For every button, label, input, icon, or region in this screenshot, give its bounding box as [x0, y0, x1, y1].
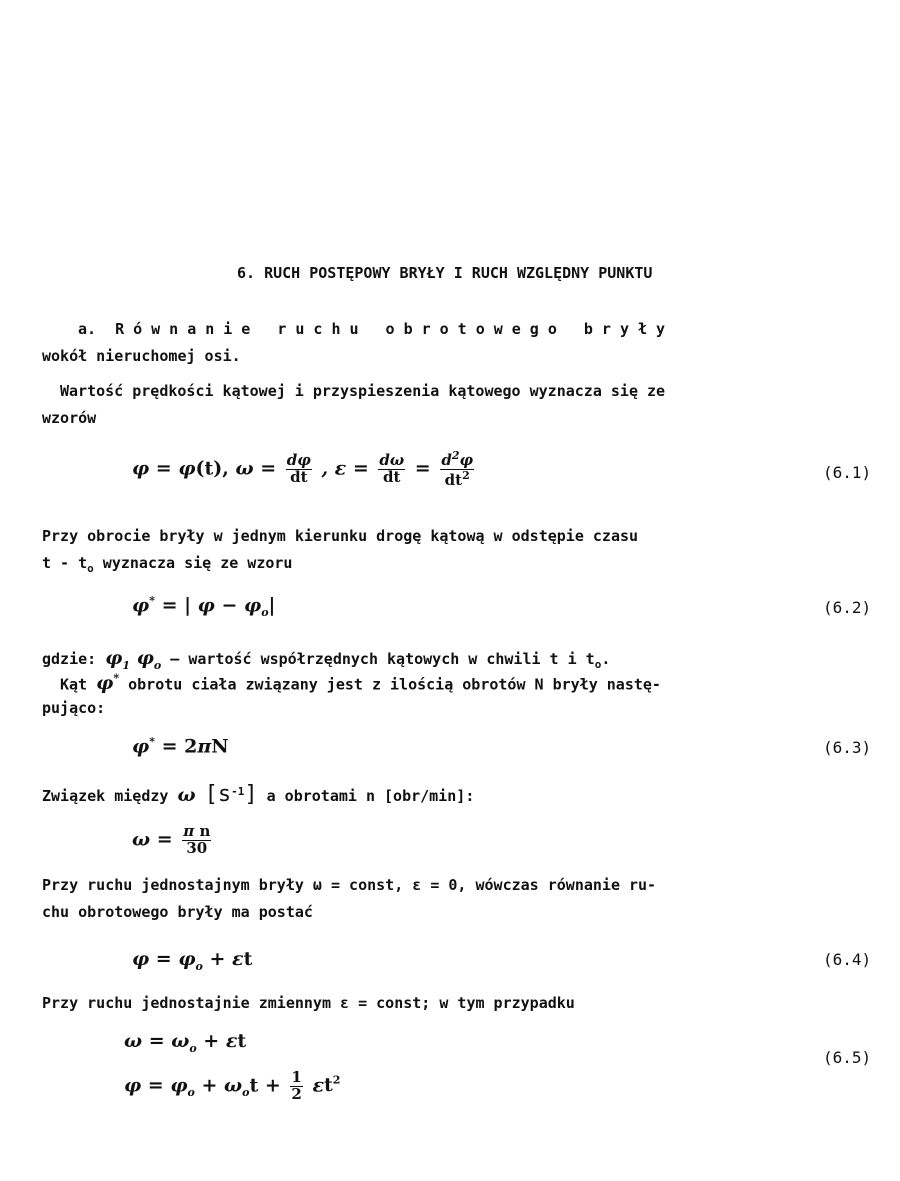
omega-formula: ω = $\frac{\text{π n}}{30}$ [132, 822, 211, 857]
section-a-title-cont: wokół nieruchomej osi. [42, 347, 241, 365]
section-a-heading [78, 320, 674, 338]
paragraph-3: gdzie: $\varphi_1$ $\varphi_o$ – wartość współrzędnych kątowych w chwili t i $t_o$. [42, 647, 611, 672]
paragraph-2-line-2: t - $t_o$ wyznacza się ze wzoru [42, 554, 293, 575]
equation-6-5-line-1: $\omega = \omega_o + \varepsilon t$ [124, 1030, 247, 1055]
equation-number-6-3: (6.3) [823, 738, 872, 757]
paragraph-1-line-2: wzorów [42, 409, 97, 427]
equation-number-6-1: (6.1) [823, 463, 872, 482]
paragraph-5: Związek między ω $[s^{-1}]$ a obrotami n [obr/min]: [42, 782, 475, 807]
equation-number-6-2: (6.2) [823, 598, 872, 617]
section-a-label: a. [78, 320, 97, 338]
equation-6-2: φ* = | $\varphi - \varphi_o|$ [132, 594, 276, 620]
paragraph-4-line-1: Kąt φ* obrotu ciała związany jest z ilością obrotów N bryły nastę- [60, 672, 661, 695]
equation-6-5-line-2: $\varphi = \varphi_o + \omega_ot$ + $\frac{1}{2}$ $\varepsilon t^2$ [124, 1068, 341, 1103]
equation-6-1: φ = φ(t), ω = $\frac{d\varphi}{dt}$ , ε = $\frac{d\omega}{dt}$ = $\frac{d^2\varphi}{dt^2}$ [132, 449, 474, 489]
chapter-heading: 6. RUCH POSTĘPOWY BRYŁY I RUCH WZGLĘDNY PUNKTU [237, 264, 653, 282]
paragraph-4-line-2: pująco: [42, 699, 106, 717]
paragraph-2-line-1: Przy obrocie bryły w jednym kierunku drogę kątową w odstępie czasu [42, 527, 639, 545]
paragraph-6-line-2: chu obrotowego bryły ma postać [42, 903, 313, 921]
paragraph-6-line-1: Przy ruchu jednostajnym bryły ω = const, ε = 0, wówczas równanie ru- [42, 876, 657, 894]
equation-number-6-4: (6.4) [823, 950, 872, 969]
section-a-title: Równanie ruchu obrotowego bryły [115, 320, 675, 338]
paragraph-7: Przy ruchu jednostajnie zmiennym ε = const; w tym przypadku [42, 994, 575, 1012]
equation-6-3: φ* = 2πN [132, 735, 229, 758]
paragraph-1-line-1: Wartość prędkości kątowej i przyspieszenia kątowego wyznacza się ze [60, 382, 666, 400]
equation-number-6-5: (6.5) [823, 1048, 872, 1067]
equation-6-4: $\varphi = \varphi_o + \varepsilon t$ [132, 948, 253, 973]
